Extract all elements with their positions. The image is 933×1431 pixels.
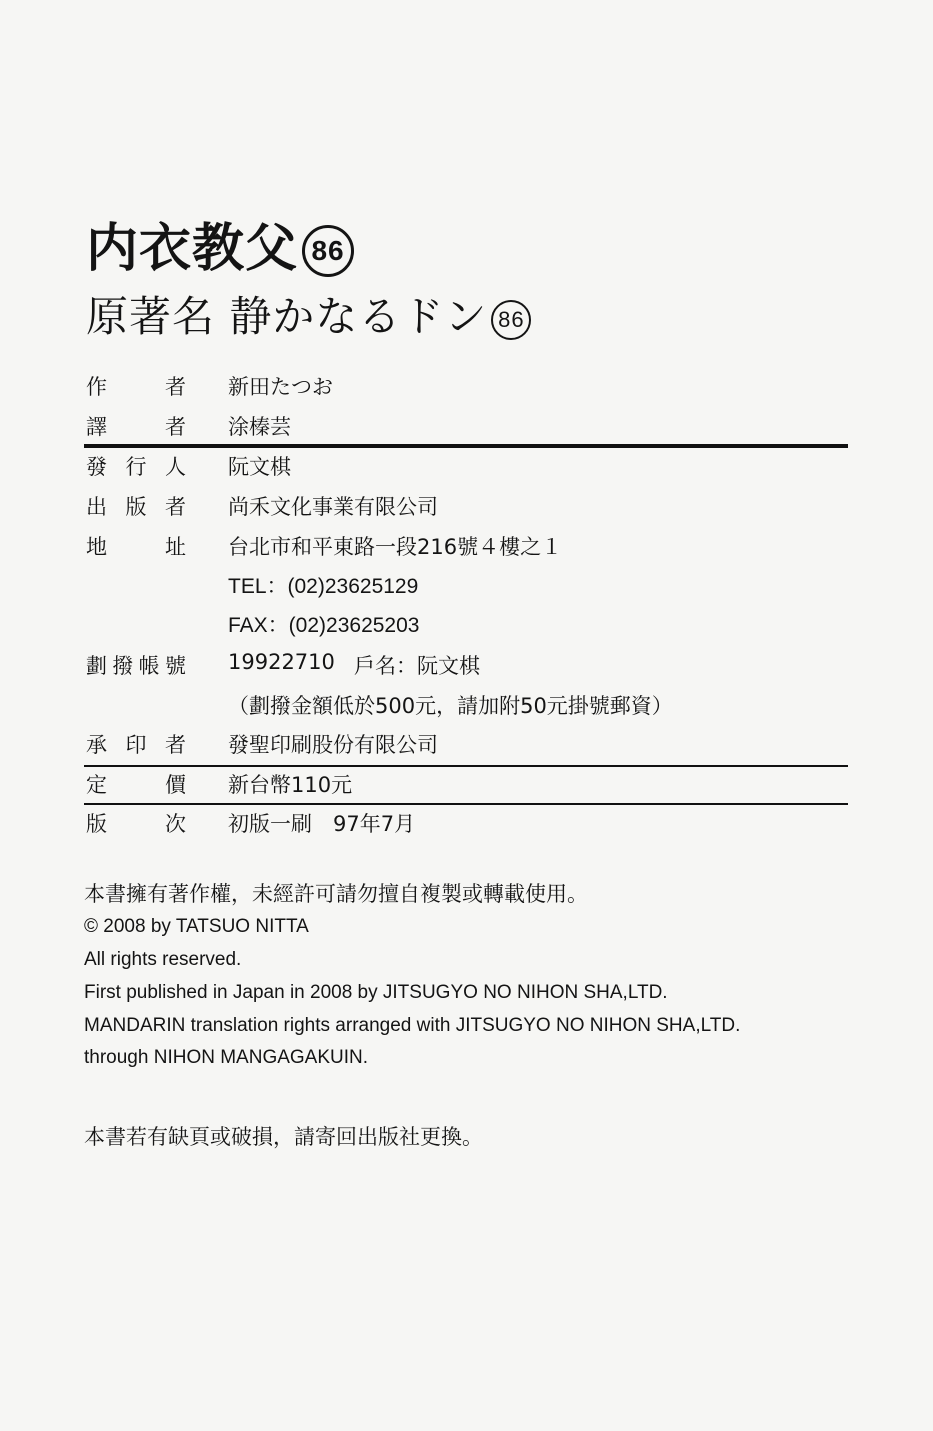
credit-value: 新田たつお	[228, 375, 333, 399]
translation-rights-line: MANDARIN translation rights arranged with JITSUGYO NO NIHON SHA,LTD.	[84, 1015, 741, 1036]
credit-value: 新台幣110元	[228, 773, 353, 797]
agency-line: through NIHON MANGAGAKUIN.	[84, 1047, 369, 1068]
book-title	[86, 206, 354, 281]
credit-label: 譯 者	[86, 415, 186, 439]
credit-label: 劃 撥 帳 號	[86, 654, 186, 678]
volume-badge: 86	[302, 225, 354, 277]
postal-note: （劃撥金額低於500元，請加附50元掛號郵資）	[228, 694, 673, 718]
original-title	[86, 284, 531, 344]
credit-value: 阮文棋	[228, 455, 291, 479]
fax: FAX：(02)23625203	[228, 614, 420, 637]
credit-label: 發 行 人	[86, 455, 186, 479]
credit-value: 19922710	[228, 650, 335, 674]
copyright-notice: 本書擁有著作權，未經許可請勿擅自複製或轉載使用。	[84, 882, 588, 906]
credit-label: 定 價	[86, 773, 186, 797]
copyright-line: © 2008 by TATSUO NITTA	[84, 916, 309, 937]
credit-value: 涂榛芸	[228, 415, 291, 439]
original-title-text: 原著名 静かなるドン	[86, 292, 488, 341]
credit-value: 台北市和平東路一段216號４樓之１	[228, 535, 563, 559]
book-title-main: 内衣教父	[86, 219, 299, 279]
thick-divider	[84, 444, 848, 448]
account-name: 戶名：阮文棋	[354, 654, 480, 678]
credit-value: 發聖印刷股份有限公司	[228, 733, 438, 757]
credit-label: 作 者	[86, 375, 186, 399]
divider	[84, 765, 848, 767]
telephone: TEL：(02)23625129	[228, 575, 419, 598]
credit-label: 地 址	[86, 535, 186, 559]
rights-line: All rights reserved.	[84, 949, 242, 970]
credit-label: 版 次	[86, 812, 186, 836]
original-volume-badge: 86	[491, 300, 531, 340]
credit-label: 承 印 者	[86, 733, 186, 757]
credit-label: 出 版 者	[86, 495, 186, 519]
credit-value: 尚禾文化事業有限公司	[228, 495, 438, 519]
publication-line: First published in Japan in 2008 by JITSUGYO NO NIHON SHA,LTD.	[84, 982, 668, 1003]
return-notice: 本書若有缺頁或破損，請寄回出版社更換。	[84, 1125, 483, 1149]
credit-value: 初版一刷 97年7月	[228, 812, 416, 836]
divider	[84, 803, 848, 805]
